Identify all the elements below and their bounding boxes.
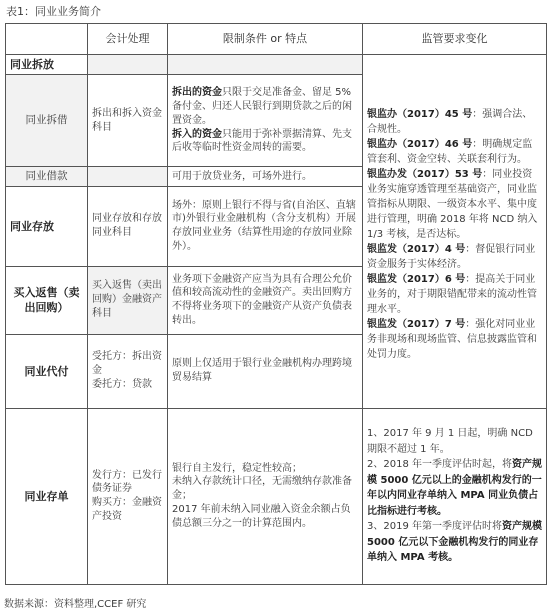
reg-lower-item: 2、2018 年一季度评估时起，将资产规模 5000 亿元以上的金融机构发行的一年以内同业存单纳入 MPA 同业负债占比指标进行考核。 — [367, 459, 542, 517]
acct-cundan: 发行方：已发行债务证券 购买方：金融资产投资 — [88, 408, 168, 584]
blank-cell — [168, 55, 363, 75]
table-caption: 表1：同业业务简介 — [6, 5, 101, 18]
category-fanshou: 买入返售（卖出回购） — [6, 266, 88, 334]
category-cunfang: 同业存放 — [6, 186, 88, 266]
limit-cundan: 银行自主发行，稳定性较高； 未纳入存款统计口径，无需缴纳存款准备金； 2017 年前未纳入同业融入资金余额占负债总额三分之一的计算范围内。 — [168, 408, 363, 584]
row-cundan — [6, 408, 547, 584]
blank-cell — [88, 167, 168, 186]
category-daifu: 同业代付 — [6, 334, 88, 408]
blank-cell — [88, 55, 168, 75]
acct-daifu: 受托方：拆出资金 委托方：贷款 — [88, 334, 168, 408]
regulations-upper-cell — [363, 55, 547, 409]
reg-item: 银监办发（2017）53 号：同业投资业务实施穿透管理至基础资产，同业监管指标从期限、一级资本水平、集中度进行管理，明确 2018 年将 NCD 纳入 1/3 考核，是否达标。 — [367, 168, 538, 240]
header-limits: 限制条件 or 特点 — [168, 24, 363, 55]
sub-tongye-jiekuan: 同业借款 — [6, 167, 88, 186]
category-cundan: 同业存单 — [6, 408, 88, 584]
acct-chaijie: 拆出和拆入资金科目 — [88, 75, 168, 167]
header-row — [6, 24, 547, 55]
header-regulation: 监管要求变化 — [363, 24, 547, 55]
reg-item: 银监发（2017）6 号：提高关于同业业务的，对于期限错配带来的流动性管理水平。 — [367, 273, 537, 315]
sub-tongye-chaijie: 同业拆借 — [6, 75, 88, 167]
interbank-business-table — [5, 23, 547, 585]
limit-cunfang: 场外：原则上银行不得与省(自治区、直辖市)外银行业金融机构（含分支机构）开展存放同业业务（结算性用途的存放同业除外）。 — [168, 186, 363, 266]
header-accounting: 会计处理 — [88, 24, 168, 55]
header-empty — [6, 24, 88, 55]
reg-item: 银监发（2017）7 号：强化对同业业务非现场和现场监管、信息披露监管和处罚力度。 — [367, 318, 537, 360]
data-source-note: 数据来源：资料整理,CCEF 研究 — [4, 599, 147, 610]
reg-lower-item: 1、2017 年 9 月 1 日起，明确 NCD 期限不超过 1 年。 — [367, 428, 533, 455]
acct-fanshou: 买入返售（卖出回购）金融资产科目 — [88, 266, 168, 334]
limit-daifu: 原则上仅适用于银行业金融机构办理跨境贸易结算 — [168, 334, 363, 408]
row-chaifang-title — [6, 55, 547, 75]
category-chaifang: 同业拆放 — [6, 55, 88, 75]
acct-cunfang: 同业存放和存放同业科目 — [88, 186, 168, 266]
regulations-lower-cell — [363, 408, 547, 584]
limit-jiekuan: 可用于放贷业务，可场外进行。 — [168, 167, 363, 186]
reg-item: 银监办（2017）46 号：明确规定监管套利、资金空转、关联套利行为。 — [367, 138, 533, 165]
limit-fanshou: 业务项下金融资产应当为具有合理公允价值和较高流动性的金融资产。卖出回购方不得将业务项下的金融资产从资产负债表转出。 — [168, 266, 363, 334]
limit-chaijie: 拆出的资金只限于交足准备金、留足 5%备付金、归还人民银行到期贷款之后的闲置资金。 拆入的资金只能用于弥补票据清算、先支后收等临时性资金周转的需要。 — [168, 75, 363, 167]
reg-item: 银监办（2017）45 号：强调合法、合规性。 — [367, 108, 533, 135]
reg-item: 银监发（2017）4 号：督促银行同业资金服务于实体经济。 — [367, 243, 536, 270]
reg-lower-item: 3、2019 年第一季度评估时将资产规模 5000 亿元以下金融机构发行的同业存单纳入 MPA 考核。 — [367, 521, 542, 564]
